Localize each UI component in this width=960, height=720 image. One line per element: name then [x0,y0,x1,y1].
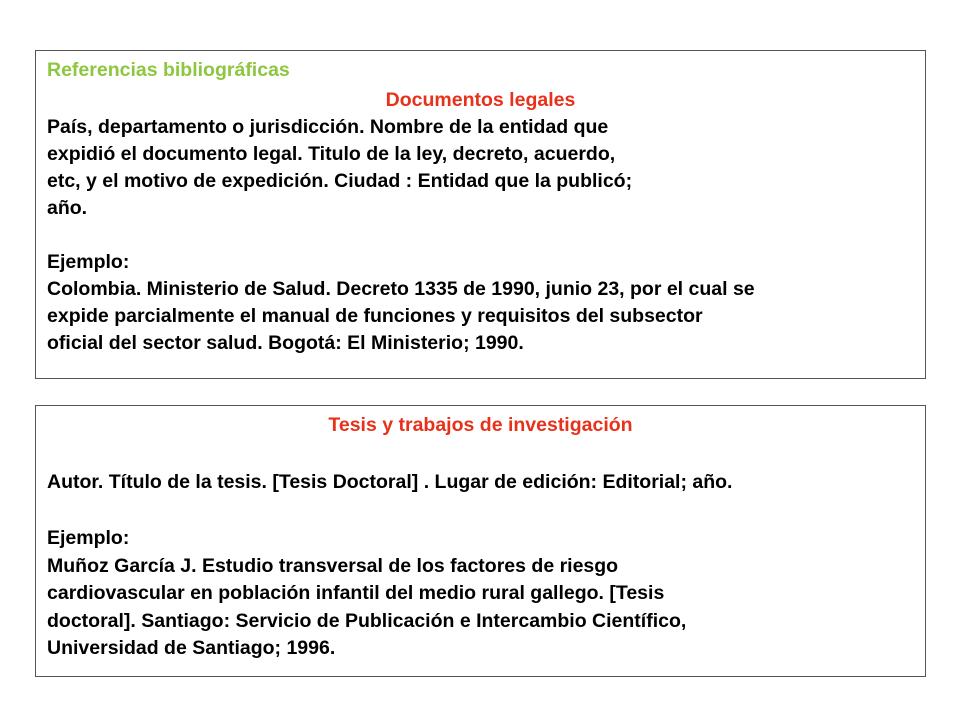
thesis-box [35,405,926,677]
example-line: Muñoz García J. Estudio transversal de los factores de riesgo [47,555,619,577]
example-label: Ejemplo: [47,527,130,549]
example-line: Colombia. Ministerio de Salud. Decreto 1335 de 1990, junio 23, por el cual se [47,278,755,300]
format-line: País, departamento o jurisdicción. Nombre de la entidad que [47,116,609,138]
example-line: Universidad de Santiago; 1996. [47,637,336,659]
example-line: oficial del sector salud. Bogotá: El Ministerio; 1990. [47,332,524,354]
section-heading: Tesis y trabajos de investigación [328,414,633,436]
section-heading: Referencias bibliográficas [47,59,290,81]
format-line: etc, y el motivo de expedición. Ciudad : Entidad que la publicó; [47,170,633,192]
format-line: expidió el documento legal. Titulo de la ley, decreto, acuerdo, [47,143,616,165]
legal-documents-box [35,50,926,379]
subsection-heading: Documentos legales [385,89,576,111]
example-label: Ejemplo: [47,251,130,273]
format-line: año. [47,197,88,219]
example-line: doctoral]. Santiago: Servicio de Publicación e Intercambio Científico, [47,610,687,632]
example-line: cardiovascular en población infantil del medio rural gallego. [Tesis [47,582,665,604]
example-line: expide parcialmente el manual de funciones y requisitos del subsector [47,305,703,327]
format-line: Autor. Título de la tesis. [Tesis Doctoral] . Lugar de edición: Editorial; año. [47,471,733,493]
